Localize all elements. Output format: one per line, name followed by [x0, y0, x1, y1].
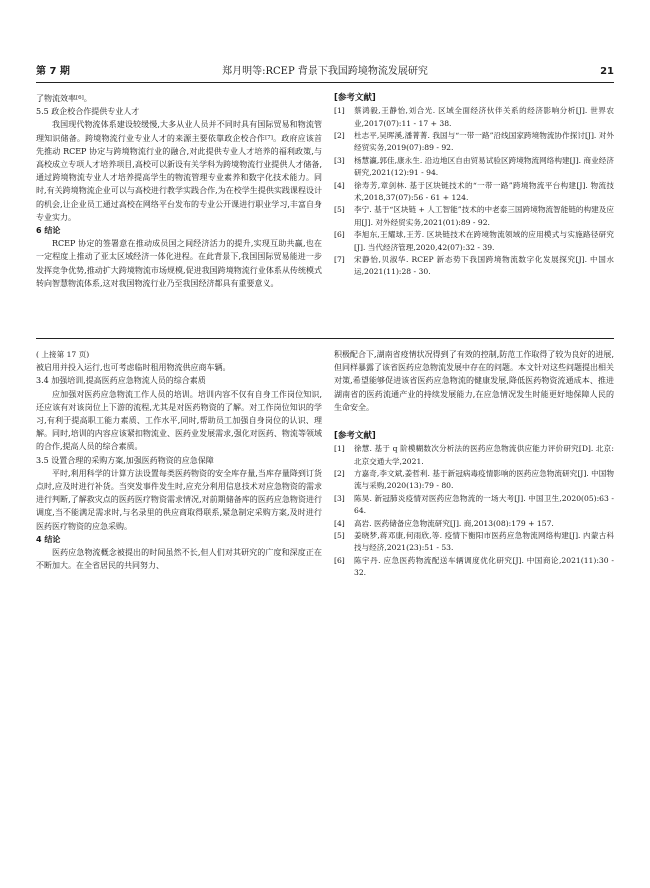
- reference-item: [3] 杨慧瀛,郭佳,康永生. 沿边地区自由贸易试验区跨境物流网络构建[J]. 商业经济研究,2021(12):91 - 94.: [334, 155, 614, 178]
- body-paragraph: 应加强对医药应急物流工作人员的培训。培训内容不仅有自身工作岗位知识,还应该有对该岗位上下游的流程,尤其是对医药物资的了解。对工作岗位知识的学习,有利于提高职工能力素质、工作水平,同时,帮助员工加强自身岗位的认识、理解。同时,培训的内容应该紧扣物流业、医药业发展需求,强化对医药、物流等领域的合作,提高人员的综合素质。: [36, 389, 322, 452]
- references-title: [参考文献]: [334, 93, 376, 103]
- paragraph-fragment: 了物流效率[6]。: [36, 94, 92, 103]
- body-paragraph: 积极配合下,湖南省疫情状况得到了有效的控制,防范工作取得了较为良好的进展,但同样暴露了该省医药应急物流发展中存在的问题。本文针对这些问题提出相关对策,希望能够促进该省医药应急物流的健康发展,降低医药物资流通成本、推进湖南省的医药流通产业的持续发展能力,在应急情况发生时能更好地保障人民的生命安全。: [334, 350, 614, 412]
- reference-item: [2] 杜志平,吴晖溪,潘菁菁. 我国与“一带一路”沿线国家跨境物流协作探讨[J]. 对外经贸实务,2019(07):89 - 92.: [334, 131, 614, 153]
- body-paragraph: 我国现代物流体系建设较缓慢,大多从业人员并不同时具有国际贸易和物流管理知识储备。跨境物流行业专业人才的来源主要依靠政企校合作[7]。政府应该首先推动 RCEP 协定与跨境物流行业的融合,对此提供专业人才培养的福利政策,与高校成立专项人才培养项目,高校可以新设有关学科为跨境物流行业提供人才储备,通过跨境物流专业人才培养提高学生的物流管理专业素养和数字化技术能力。同时,有关跨境物流企业可以与高校进行教学实践合作,为在校学生提供实践课程设计的机会,让企业员工通过高校在网络平台发布的专业公开课进行职业学习,丰富自身专业实力。: [36, 120, 323, 222]
- continued-note: ( 上接第 17 页): [36, 350, 90, 359]
- section-heading: 5.5 政企校合作提供专业人才: [36, 107, 140, 117]
- body-paragraph: 医药应急物流概念被提出的时间虽然不长,但人们对其研究的广度和深度正在不断加大。在全省居民的共同努力、: [36, 548, 322, 571]
- body-paragraph: 被启用并投入运行,也可考虑临时租用物流供应商车辆。: [36, 363, 231, 373]
- section-heading: 6 结论: [36, 226, 61, 236]
- body-paragraph: 平时,利用科学的计算方法设置每类医药物资的安全库存量,当库存量降到订货点时,应及时进行补货。当突发事件发生时,应充分利用信息技术对应急物资的需求进行判断,了解救灾点的医药医疗物资需求情况,对前期储备库的医药应急物资进行调度,当不能满足需求时,与名录里的供应商取得联系,紧急制定采购方案,及时进行医药医疗物资的应急采购。: [36, 468, 322, 531]
- reference-item: [7] 宋静怡,贝淑华. RCEP 新态势下我国跨境物流数字化发展探究[J]. 中国水运,2021(11):28 - 30.: [334, 255, 614, 277]
- references-title: [参考文献]: [334, 431, 376, 442]
- citation: [6]: [76, 95, 84, 101]
- section-heading: 4 结论: [36, 534, 61, 544]
- lower-right-column: [334, 348, 614, 580]
- header-rule: [36, 82, 614, 83]
- running-title: 郑月明等:RCEP 背景下我国跨境物流发展研究: [222, 66, 428, 77]
- lower-left-column: [36, 348, 322, 572]
- reference-item: [4] 高岩. 医药储备应急物流研究[J]. 商,2013(08):179 + 157.: [334, 518, 554, 528]
- reference-item: [6] 李旭东,王耀球,王芳. 区块链技术在跨境物流领域的应用模式与实施路径研究[J]. 当代经济管理,2020,42(07):32 - 39.: [334, 230, 614, 252]
- citation: [7]: [265, 134, 273, 141]
- reference-item: [5] 姜晓梦,蒋邓康,何雨欣,等. 疫情下衡阳市医药应急物流网络构建[J]. 内蒙古科技与经济,2021(23):51 - 53.: [334, 531, 614, 553]
- reference-item: [1] 蔡鸿毅,王静怡,刘合光. 区域全面经济伙伴关系的经济影响分析[J]. 世界农业,2017(07):11 - 17 + 38.: [334, 106, 614, 128]
- reference-item: [6] 陈宇丹. 应急医药物流配送车辆调度优化研究[J]. 中国商论,2021(11):30 - 32.: [334, 555, 614, 578]
- reference-item: [4] 徐寿芳,章剑林. 基于区块链技术的“一带一路”跨境物流平台构建[J]. 物流技术,2018,37(07):56 - 61 + 124.: [334, 180, 614, 203]
- issue-number: 第 7 期: [36, 66, 70, 77]
- upper-references: [334, 92, 614, 279]
- article-separator: [36, 338, 614, 339]
- page-number: 21: [600, 66, 614, 77]
- section-heading: 3.4 加强培训,提高医药应急物流人员的综合素质: [36, 376, 206, 386]
- running-header: [36, 64, 614, 80]
- reference-item: [1] 徐慧. 基于 q 阶模糊数次分析法的医药应急物流供应能力评价研究[D]. 北京:北京交通大学,2021.: [334, 444, 614, 466]
- reference-item: [5] 李宁. 基于“区块链 + 人工智能”技术的中老泰三国跨境物流智能链的构建及应用[J]. 对外经贸实务,2021(01):89 - 92.: [334, 205, 614, 227]
- section-heading: 3.5 设置合理的采购方案,加强医药物资的应急保障: [36, 455, 214, 465]
- upper-left-column: [36, 92, 322, 290]
- reference-item: [2] 方嘉奇,李文斌,姜哲利. 基于新冠病毒疫情影响的医药应急物流研究[J]. 中国物流与采购,2020(13):79 - 80.: [334, 469, 614, 491]
- body-paragraph: RCEP 协定的签署意在推动成员国之间经济活力的提升,实现互助共赢,也在一定程度上推动了亚太区域经济一体化进程。在此背景下,我国国际贸易能进一步发挥竞争优势,推动扩大跨境物流市场规模,促进我国跨境物流行业体系从传统模式转向智慧物流体系,这对我国物流行业乃至我国经济都具有重要意义。: [36, 239, 322, 288]
- reference-item: [3] 陈昊. 新冠肺炎疫情对医药应急物流的一场大考[J]. 中国卫生,2020(05):63 - 64.: [334, 493, 614, 516]
